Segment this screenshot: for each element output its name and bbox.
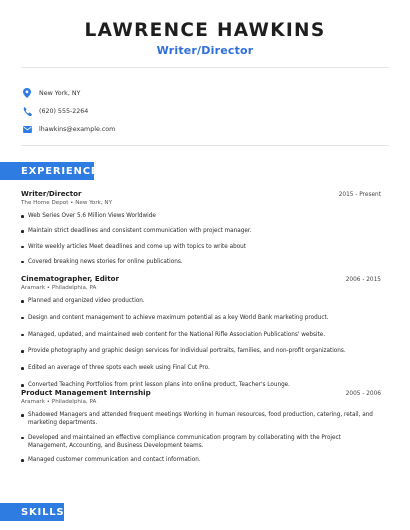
- job-dates: 2006 - 2015: [345, 277, 381, 283]
- job-organization: Aramark • Philadelphia, PA: [21, 285, 97, 291]
- envelope-icon: [22, 124, 32, 134]
- list-item: Maintain strict deadlines and consistent communication with project manager.: [21, 227, 381, 235]
- contact-location: [22, 84, 115, 102]
- job-organization: Aramark • Philadelphia, PA: [21, 399, 97, 405]
- list-item: Developed and maintained an effective compliance communication program by collaborating with the Project Management, Accounting, and Business Development teams.: [21, 434, 381, 451]
- contact-info: [22, 84, 115, 138]
- list-item: Design and content management to achieve maximum potential as a key World Bank marketing product.: [21, 314, 381, 322]
- skills-heading-text: SKILLS: [21, 506, 65, 518]
- job-entry: [21, 274, 381, 389]
- list-item: Write weekly articles Meet deadlines and come up with topics to write about: [21, 243, 381, 251]
- list-item: Managed customer communication and contact information.: [21, 456, 381, 464]
- phone-text: (620) 555-2264: [39, 107, 89, 115]
- job-header: [21, 388, 381, 397]
- skills-section-heading: [0, 503, 64, 521]
- job-dates: 2015 - Present: [338, 192, 381, 198]
- job-bullets: [21, 411, 381, 464]
- job-entry: [21, 189, 381, 266]
- job-bullets: [21, 297, 381, 389]
- job-organization: The Home Depot • New York, NY: [21, 200, 113, 206]
- list-item: Planned and organized video production.: [21, 297, 381, 305]
- contact-phone: [22, 102, 115, 120]
- list-item: Web Series Over 5.6 Million Views Worldwide: [21, 212, 381, 220]
- candidate-name: LAWRENCE HAWKINS: [84, 20, 326, 41]
- header-divider: [21, 67, 389, 68]
- list-item: Covered breaking news stories for online publications.: [21, 258, 381, 266]
- candidate-role: Writer/Director: [156, 44, 254, 57]
- experience-section-heading: [0, 162, 99, 180]
- map-pin-icon: [22, 88, 32, 98]
- phone-icon: [22, 106, 32, 116]
- job-title: Product Management Internship: [21, 388, 151, 397]
- list-item: Managed, updated, and maintained web content for the National Rifle Association Publications' website.: [21, 331, 381, 339]
- job-header: [21, 189, 381, 198]
- job-title: Writer/Director: [21, 189, 82, 198]
- job-dates: 2005 - 2006: [345, 391, 381, 397]
- email-link[interactable]: lhawkins@example.com: [39, 125, 116, 133]
- job-header: [21, 274, 381, 283]
- list-item: Converted Teaching Portfolios from print lesson plans into online product, Teacher's Lounge.: [21, 381, 381, 389]
- job-entry: [21, 388, 381, 464]
- contact-divider: [21, 145, 389, 146]
- job-bullets: [21, 212, 381, 266]
- list-item: Shadowed Managers and attended frequent meetings Working in human resources, food production, catering, retail, and marketing departments.: [21, 411, 381, 428]
- list-item: Provide photography and graphic design services for individual portraits, families, and non-profit organizations.: [21, 347, 381, 355]
- list-item: Edited an average of three spots each week using Final Cut Pro.: [21, 364, 381, 372]
- job-title: Cinematographer, Editor: [21, 274, 119, 283]
- contact-email[interactable]: [22, 120, 115, 138]
- location-text: New York, NY: [39, 89, 81, 97]
- experience-heading-text: EXPERIENCE: [21, 165, 99, 177]
- resume-header: [0, 0, 410, 58]
